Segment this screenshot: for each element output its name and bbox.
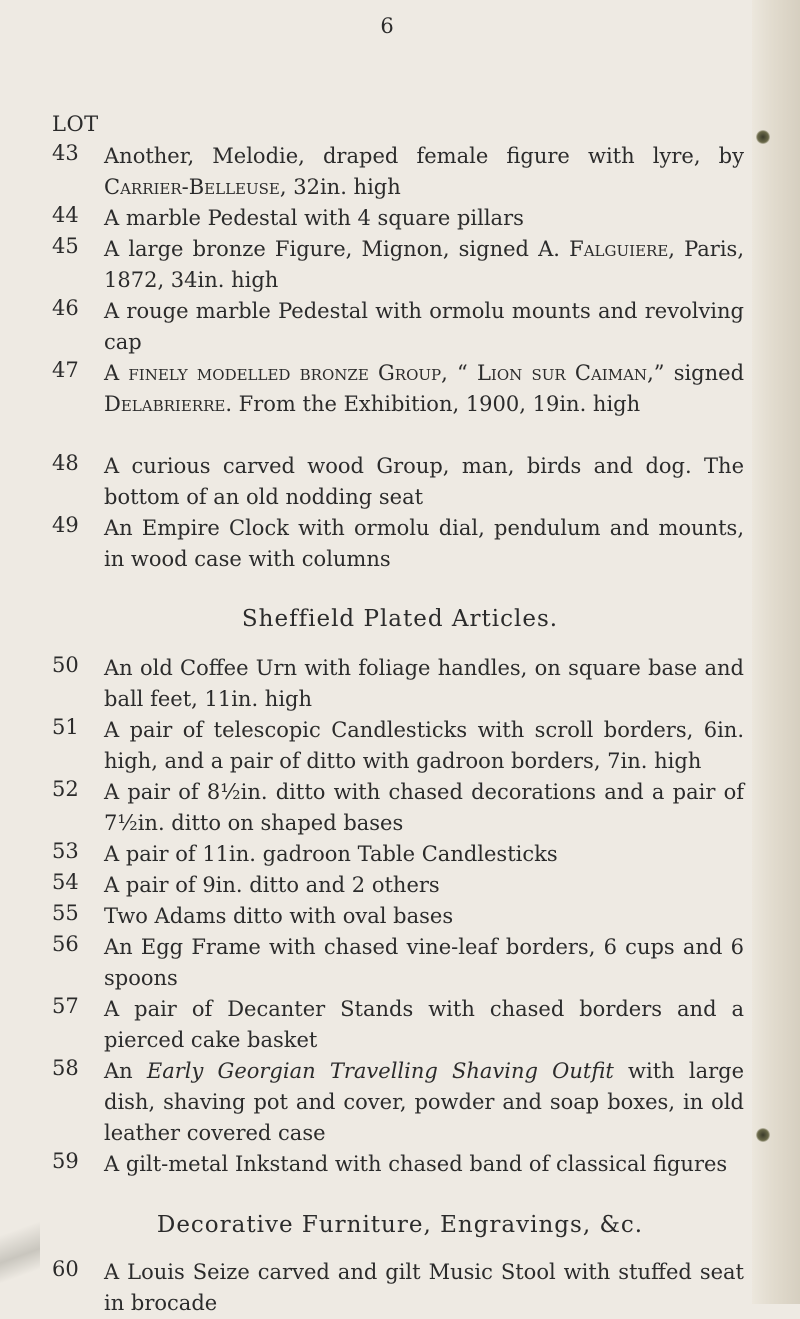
lot-description: Two Adams ditto with oval bases (104, 904, 454, 928)
lot-description: A marble Pedestal with 4 square pillars (104, 206, 524, 230)
lot-number: 45 (52, 234, 79, 258)
stain-spot-top (756, 130, 770, 144)
lot-number: 60 (52, 1257, 79, 1281)
stain-spot-bottom (756, 1128, 770, 1142)
lot-description: A pair of 11in. gadroon Table Candlesticks (104, 842, 558, 866)
lot-description: A Louis Seize carved and gilt Music Stool with stuffed seat in brocade (104, 1260, 744, 1315)
lot-number: 46 (52, 296, 79, 320)
lot-number: 57 (52, 994, 79, 1018)
lot-description: A rouge marble Pedestal with ormolu mounts and revolving cap (104, 299, 744, 354)
section-heading-decorative: Decorative Furniture, Engravings, &c. (156, 1212, 644, 1238)
lot-description: An old Coffee Urn with foliage handles, on square base and ball feet, 11in. high (104, 656, 744, 711)
lot-number: 59 (52, 1149, 79, 1173)
lot-description: An Early Georgian Travelling Shaving Outfit with large dish, shaving pot and cover, powder and soap boxes, in old leather covered case (104, 1059, 744, 1145)
lot-description: A pair of telescopic Candlesticks with scroll borders, 6in. high, and a pair of ditto with gadroon borders, 7in. high (104, 718, 744, 773)
lot-description: A pair of Decanter Stands with chased borders and a pierced cake basket (104, 997, 744, 1052)
page-fold-shadow (0, 1180, 40, 1304)
lot-description: A pair of 9in. ditto and 2 others (104, 873, 440, 897)
lot-number: 48 (52, 451, 79, 475)
lot-number: 49 (52, 513, 79, 537)
lot-number: 43 (52, 141, 79, 165)
section-heading-sheffield: Sheffield Plated Articles. (241, 606, 559, 632)
lot-number: 53 (52, 839, 79, 863)
lot-column-header: LOT (52, 112, 99, 136)
page-edge (752, 0, 800, 1304)
lot-number: 47 (52, 358, 79, 382)
lot-description: A large bronze Figure, Mignon, signed A. Falguiere, Paris, 1872, 34in. high (104, 237, 745, 292)
lot-number: 54 (52, 870, 79, 894)
lot-description: A pair of 8½in. ditto with chased decorations and a pair of 7½in. ditto on shaped bases (104, 780, 744, 835)
lot-description: A curious carved wood Group, man, birds and dog. The bottom of an old nodding seat (104, 454, 744, 509)
lot-description: A finely modelled bronze Group, “ Lion sur Caiman,” signed Delabrierre. From the Exhibition, 1900, 19in. high (104, 361, 745, 416)
lot-number: 44 (52, 203, 79, 227)
lot-description: An Egg Frame with chased vine-leaf borders, 6 cups and 6 spoons (104, 935, 744, 990)
lot-number: 52 (52, 777, 79, 801)
lot-number: 51 (52, 715, 79, 739)
lot-description: Another, Melodie, draped female figure with lyre, by Carrier-Belleuse, 32in. high (104, 144, 744, 199)
page-number: 6 (380, 14, 394, 38)
lot-number: 56 (52, 932, 79, 956)
lot-number: 58 (52, 1056, 79, 1080)
lot-description: An Empire Clock with ormolu dial, pendulum and mounts, in wood case with columns (104, 516, 744, 571)
lot-number: 55 (52, 901, 79, 925)
lot-number: 50 (52, 653, 79, 677)
lot-description: A gilt-metal Inkstand with chased band of classical figures (104, 1152, 728, 1176)
